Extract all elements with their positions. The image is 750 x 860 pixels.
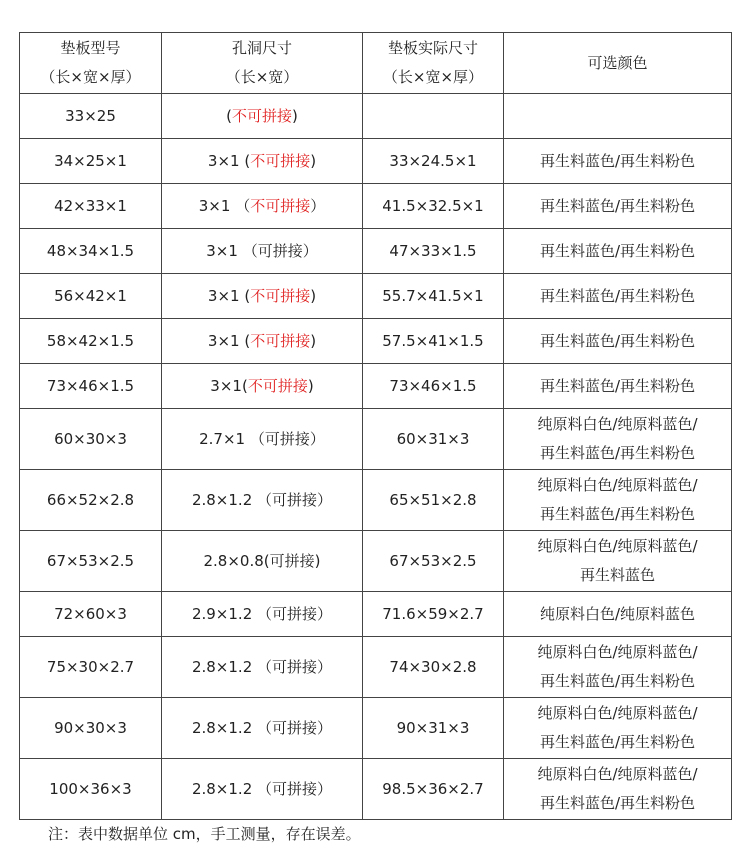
cell-actual-size: 55.7×41.5×1 — [363, 274, 504, 319]
table-row — [20, 698, 732, 759]
cell-colors — [504, 274, 732, 319]
hole-note-open: （ — [235, 196, 251, 215]
hole-size-value: 3×1 — [210, 376, 242, 395]
spliceable-note: 可拼接 — [272, 657, 318, 676]
cell-model: 75×30×2.7 — [20, 637, 162, 698]
hole-note-open: （ — [257, 490, 273, 509]
hole-size-value: 2.8×1.2 — [191, 779, 257, 798]
color-option-line: 再生料蓝色/再生料粉色 — [539, 196, 696, 215]
cell-model: 73×46×1.5 — [20, 364, 162, 409]
header-model — [20, 33, 162, 94]
cell-model: 60×30×3 — [20, 409, 162, 470]
cell-hole-size — [162, 139, 363, 184]
cell-actual-size: 65×51×2.8 — [363, 470, 504, 531]
hole-note-open: （ — [257, 604, 273, 623]
hole-note-open: ( — [226, 106, 232, 125]
hole-note-close: ) — [314, 551, 321, 570]
table-row — [20, 531, 732, 592]
hole-note-close: ） — [317, 490, 333, 509]
cell-colors — [504, 531, 732, 592]
cell-colors — [504, 637, 732, 698]
cell-hole-size — [162, 759, 363, 820]
hole-note-open: （ — [249, 429, 265, 448]
color-option-line: 再生料蓝色/再生料粉色 — [539, 733, 696, 751]
cell-colors — [504, 409, 732, 470]
color-option-line: 再生料蓝色/再生料粉色 — [539, 794, 696, 812]
cell-actual-size: 67×53×2.5 — [363, 531, 504, 592]
spliceable-note: 可拼接 — [269, 551, 315, 570]
hole-size-value: 2.8×1.2 — [191, 490, 257, 509]
cell-hole-size — [162, 470, 363, 531]
color-option-line: 纯原料白色/纯原料蓝色/ — [537, 765, 698, 783]
hole-size-value: 3×1 — [206, 241, 243, 260]
cell-hole-size — [162, 698, 363, 759]
hole-note-open: ( — [244, 331, 251, 350]
cell-colors — [504, 319, 732, 364]
hole-note-close: ） — [317, 779, 333, 798]
color-option-line: 纯原料白色/纯原料蓝色/ — [537, 415, 698, 433]
hole-size-value: 2.9×1.2 — [191, 604, 257, 623]
table-row — [20, 184, 732, 229]
color-option-line: 纯原料白色/纯原料蓝色/ — [537, 704, 698, 722]
table-row — [20, 229, 732, 274]
cell-actual-size: 47×33×1.5 — [363, 229, 504, 274]
hole-note-close: ） — [309, 429, 325, 448]
hole-note-close: ） — [302, 241, 318, 260]
hole-size-value: 3×1 — [207, 151, 245, 170]
cell-hole-size — [162, 409, 363, 470]
header-model-title: 垫板型号 — [60, 39, 121, 57]
color-option-line: 再生料蓝色/再生料粉色 — [539, 376, 696, 395]
table-row — [20, 470, 732, 531]
table-row — [20, 139, 732, 184]
spliceable-note: 可拼接 — [264, 429, 310, 448]
cell-hole-size — [162, 94, 363, 139]
table-row — [20, 637, 732, 698]
cell-actual-size: 60×31×3 — [363, 409, 504, 470]
color-option-line: 纯原料白色/纯原料蓝色/ — [537, 476, 698, 494]
table-row — [20, 94, 732, 139]
cell-colors — [504, 759, 732, 820]
table-header-row — [20, 33, 732, 94]
table-row — [20, 409, 732, 470]
cell-hole-size — [162, 184, 363, 229]
cell-actual-size: 57.5×41×1.5 — [363, 319, 504, 364]
cell-model: 33×25 — [20, 94, 162, 139]
cell-model: 48×34×1.5 — [20, 229, 162, 274]
hole-note-close: ) — [310, 286, 317, 305]
color-option-line: 再生料蓝色/再生料粉色 — [539, 444, 696, 462]
cell-actual-size: 41.5×32.5×1 — [363, 184, 504, 229]
spliceable-note: 可拼接 — [257, 241, 303, 260]
cell-colors — [504, 364, 732, 409]
color-option-line: 再生料蓝色/再生料粉色 — [539, 331, 696, 350]
color-option-line: 再生料蓝色/再生料粉色 — [539, 505, 696, 523]
hole-note-open: ( — [244, 151, 251, 170]
hole-size-value: 2.8×1.2 — [191, 718, 257, 737]
header-actual-size — [363, 33, 504, 94]
cell-model: 67×53×2.5 — [20, 531, 162, 592]
hole-size-value: 3×1 — [207, 286, 245, 305]
cell-actual-size: 90×31×3 — [363, 698, 504, 759]
cell-colors — [504, 229, 732, 274]
not-spliceable-note: 不可拼接 — [250, 286, 311, 305]
spliceable-note: 可拼接 — [272, 779, 318, 798]
spliceable-note: 可拼接 — [272, 718, 318, 737]
cell-actual-size: 73×46×1.5 — [363, 364, 504, 409]
header-hole-size-title: 孔洞尺寸 — [231, 39, 292, 57]
header-hole-size-sub: （长×宽） — [225, 68, 299, 86]
color-option-line: 纯原料白色/纯原料蓝色/ — [537, 537, 698, 555]
cell-model: 66×52×2.8 — [20, 470, 162, 531]
hole-note-open: （ — [242, 241, 258, 260]
color-option-line: 再生料蓝色 — [579, 566, 655, 584]
cell-hole-size — [162, 364, 363, 409]
cell-colors — [504, 139, 732, 184]
hole-note-close: ) — [310, 151, 317, 170]
cell-model: 56×42×1 — [20, 274, 162, 319]
hole-size-value: 2.8×0.8 — [203, 551, 264, 570]
color-option-line: 纯原料白色/纯原料蓝色/ — [537, 643, 698, 661]
header-actual-size-title: 垫板实际尺寸 — [387, 39, 478, 57]
header-colors — [504, 33, 732, 94]
cell-hole-size — [162, 274, 363, 319]
cell-hole-size — [162, 319, 363, 364]
hole-note-close: ) — [310, 331, 317, 350]
cell-colors — [504, 184, 732, 229]
footnote: 注：表中数据单位 cm，手工测量，存在误差。 — [48, 825, 361, 843]
color-option-line: 再生料蓝色/再生料粉色 — [539, 672, 696, 690]
cell-hole-size — [162, 531, 363, 592]
cell-model: 42×33×1 — [20, 184, 162, 229]
hole-note-close: ） — [317, 718, 333, 737]
spliceable-note: 可拼接 — [272, 490, 318, 509]
cell-model: 72×60×3 — [20, 592, 162, 637]
cell-actual-size: 74×30×2.8 — [363, 637, 504, 698]
cell-model: 90×30×3 — [20, 698, 162, 759]
color-option-line: 再生料蓝色/再生料粉色 — [539, 151, 696, 170]
table-row — [20, 364, 732, 409]
not-spliceable-note: 不可拼接 — [231, 106, 292, 125]
header-hole-size — [162, 33, 363, 94]
hole-note-open: （ — [257, 779, 273, 798]
color-option-line: 纯原料白色/纯原料蓝色 — [539, 604, 696, 623]
table-row — [20, 759, 732, 820]
cell-model: 34×25×1 — [20, 139, 162, 184]
cell-actual-size: 71.6×59×2.7 — [363, 592, 504, 637]
color-option-line: 再生料蓝色/再生料粉色 — [539, 241, 696, 260]
table-row — [20, 274, 732, 319]
cell-hole-size — [162, 229, 363, 274]
hole-note-open: （ — [257, 718, 273, 737]
not-spliceable-note: 不可拼接 — [250, 331, 311, 350]
hole-note-close: ） — [317, 604, 333, 623]
cell-hole-size — [162, 637, 363, 698]
not-spliceable-note: 不可拼接 — [250, 196, 311, 215]
hole-note-open: ( — [241, 376, 248, 395]
spliceable-note: 可拼接 — [272, 604, 318, 623]
hole-note-open: （ — [257, 657, 273, 676]
hole-size-value: 3×1 — [198, 196, 236, 215]
color-option-line: 再生料蓝色/再生料粉色 — [539, 286, 696, 305]
cell-colors — [504, 94, 732, 139]
hole-note-close: ） — [310, 196, 326, 215]
not-spliceable-note: 不可拼接 — [250, 151, 311, 170]
cell-actual-size: 98.5×36×2.7 — [363, 759, 504, 820]
cell-colors — [504, 470, 732, 531]
hole-note-open: ( — [263, 551, 270, 570]
cell-model: 100×36×3 — [20, 759, 162, 820]
cell-actual-size: 33×24.5×1 — [363, 139, 504, 184]
hole-size-value: 3×1 — [207, 331, 245, 350]
hole-note-close: ) — [307, 376, 314, 395]
hole-note-open: ( — [244, 286, 251, 305]
table-row — [20, 592, 732, 637]
hole-note-close: ） — [317, 657, 333, 676]
cell-colors — [504, 698, 732, 759]
table-row — [20, 319, 732, 364]
hole-size-value: 2.7×1 — [199, 429, 250, 448]
cell-model: 58×42×1.5 — [20, 319, 162, 364]
table-body — [20, 94, 732, 820]
hole-size-value: 2.8×1.2 — [191, 657, 257, 676]
spec-table — [19, 32, 732, 820]
cell-actual-size — [363, 94, 504, 139]
cell-hole-size — [162, 592, 363, 637]
header-actual-size-sub: （长×宽×厚） — [382, 68, 484, 86]
header-colors-title: 可选颜色 — [587, 53, 648, 72]
header-model-sub: （长×宽×厚） — [40, 68, 141, 86]
hole-note-close: ) — [292, 106, 298, 125]
cell-colors — [504, 592, 732, 637]
not-spliceable-note: 不可拼接 — [247, 376, 308, 395]
